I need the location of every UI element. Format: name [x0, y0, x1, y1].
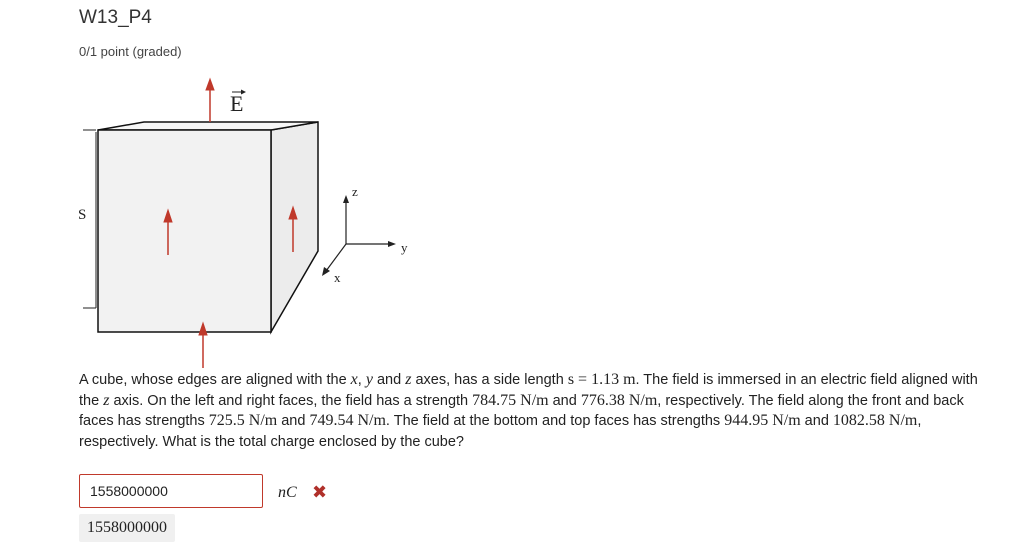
cube-right-face: [271, 122, 318, 332]
side-length-label: S: [78, 207, 87, 223]
incorrect-icon: ✖: [312, 482, 328, 502]
side-length-value: s = 1.13 m: [567, 371, 636, 388]
problem-title: W13_P4: [79, 7, 152, 28]
axes: [322, 195, 396, 276]
cube-figure: [60, 70, 430, 370]
problem-text: A cube, whose edges are aligned with the x, y and z axes, has a side length s = 1.13 m. The field is immersed in an electric field aligned with the z axis. On the left and right faces, the field has a strength 784.75 N/m and 776.38 N/m, respectively. The field along the front and back faces has strengths 725.5 N/m and 749.54 N/m. The field at the bottom and top faces has strengths 944.95 N/m and 1082.58 N/m, respectively. What is the total charge enclosed by the cube?: [79, 371, 978, 450]
answer-preview: 1558000000: [79, 514, 175, 542]
x-axis: [326, 244, 346, 271]
x-axis-head: [322, 267, 330, 276]
field-arrow-top-head: [206, 79, 214, 90]
points-status: 0/1 point (graded): [79, 44, 182, 59]
axis-label-x: x: [334, 270, 341, 285]
cube-front-face: [98, 130, 271, 332]
answer-input[interactable]: [79, 474, 263, 508]
field-label: E: [230, 91, 244, 116]
answer-unit: nC: [278, 484, 297, 501]
axis-label-z: z: [352, 184, 358, 199]
z-axis-head: [343, 195, 349, 203]
y-axis-head: [388, 241, 396, 247]
axis-label-y: y: [401, 240, 408, 255]
cube-diagram: [60, 70, 430, 370]
